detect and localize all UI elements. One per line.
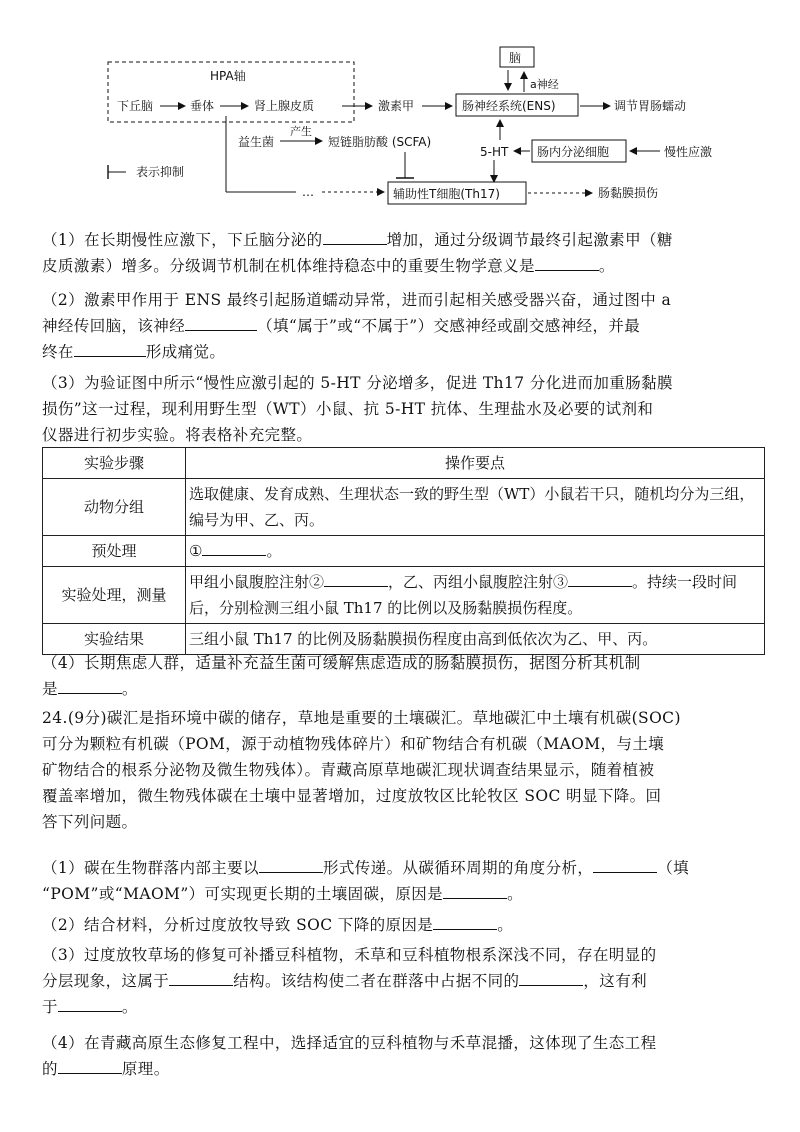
- produce-label: 产生: [290, 125, 312, 138]
- grouping-detail: 选取健康、发育成熟、生理状态一致的野生型（WT）小鼠若干只，随机均分为三组，编号为甲、乙、丙。: [186, 479, 765, 536]
- adrenal-cortex-node: 肾上腺皮质: [254, 99, 315, 113]
- inhibit-legend: 表示抑制: [136, 165, 185, 179]
- step-pretreatment: 预处理: [43, 536, 186, 567]
- answer-blank[interactable]: [324, 570, 388, 587]
- answer-blank[interactable]: [323, 228, 387, 245]
- pituitary-node: 垂体: [190, 99, 215, 113]
- chronic-stress-node: 慢性应激: [664, 145, 713, 159]
- q23-part2: （2）激素甲作用于 ENS 最终引起肠道蠕动异常，进而引起相关感受器兴奋，通过图中 a 神经传回脑，该神经 （填“属于”或“不属于”）交感神经或副交感神经，并最 终在 形成痛觉。: [42, 291, 672, 361]
- regulate-peristalsis-node: 调节胃肠蠕动: [614, 99, 687, 113]
- experiment-table: [42, 447, 765, 655]
- header-step: 实验步骤: [43, 448, 186, 479]
- answer-blank[interactable]: [185, 314, 257, 331]
- brain-node: 脑: [509, 51, 522, 65]
- q24-part4: （4）在青藏高原生态修复工程中，选择适宜的豆科植物与禾草混播，这体现了生态工程 的 原理。: [42, 1034, 657, 1078]
- treatment-detail: 甲组小鼠腹腔注射② ，乙、丙组小鼠腹腔注射③ 。持续一段时间后，分别检测三组小鼠 Th17 的比例以及肠黏膜损伤程度。: [186, 567, 765, 624]
- ens-node: 肠神经系统(ENS): [462, 99, 556, 113]
- answer-blank[interactable]: [259, 856, 323, 873]
- table-header-row: [43, 448, 765, 479]
- answer-blank[interactable]: [169, 969, 233, 986]
- table-row: [43, 567, 765, 624]
- hormone-a-node: 激素甲: [378, 99, 415, 113]
- mucosal-damage-node: 肠黏膜损伤: [598, 186, 659, 200]
- result-detail: 三组小鼠 Th17 的比例及肠黏膜损伤程度由高到低依次为乙、甲、丙。: [186, 624, 765, 655]
- answer-blank[interactable]: [443, 882, 507, 899]
- header-points: 操作要点: [186, 448, 765, 479]
- table-row: [43, 479, 765, 536]
- probiotics-node: 益生菌: [238, 135, 275, 149]
- ellipsis-node: …: [302, 185, 314, 199]
- q23-part4: （4）长期焦虑人群，适量补充益生菌可缓解焦虑造成的肠黏膜损伤，据图分析其机制 是 。: [42, 654, 641, 698]
- hpa-label: HPA轴: [210, 69, 246, 83]
- step-grouping: 动物分组: [43, 479, 186, 536]
- answer-blank[interactable]: [202, 539, 266, 556]
- answer-blank[interactable]: [593, 856, 657, 873]
- regulation-diagram: [0, 0, 800, 215]
- q24-intro: 24.(9分)碳汇是指环境中碳的储存，草地是重要的土壤碳汇。草地碳汇中土壤有机碳(SOC) 可分为颗粒有机碳（POM，源于动植物残体碎片）和矿物结合有机碳（MAOM，与土壤 矿物结合的根系分泌物及微生物残体）。青藏高原草地碳汇现状调查结果显示，随着植被 覆盖率增加，微生物残体碳在土壤中显著增加，过度放牧区比轮牧区 SOC 明显下降。回 答下列问题。: [42, 709, 681, 831]
- scfa-node: 短链脂肪酸 (SCFA): [328, 135, 432, 149]
- answer-blank[interactable]: [74, 340, 146, 357]
- th17-node: 辅助性T细胞(Th17): [393, 187, 500, 201]
- answer-blank[interactable]: [58, 677, 122, 694]
- pretreatment-detail: ① 。: [186, 536, 765, 567]
- a-nerve-label: a神经: [530, 78, 559, 91]
- q24-part1: （1）碳在生物群落内部主要以 形式传递。从碳循环周期的角度分析， （填 “POM”或“MAOM”）可实现更长期的土壤固碳，原因是 。: [42, 855, 772, 907]
- q24-part2: （2）结合材料，分析过度放牧导致 SOC 下降的原因是 。: [42, 912, 772, 938]
- q23-part1: （1）在长期慢性应激下，下丘脑分泌的 增加，通过分级调节最终引起激素甲（糖 皮质激素）增多。分级调节机制在机体维持稳态中的重要生物学意义是 。: [42, 227, 772, 279]
- table-row: [43, 536, 765, 567]
- answer-blank[interactable]: [568, 570, 632, 587]
- q23-part3: （3）为验证图中所示“慢性应激引起的 5-HT 分泌增多，促进 Th17 分化进而加重肠黏膜 损伤”这一过程，现利用野生型（WT）小鼠、抗 5-HT 抗体、生理盐水及必要的试剂和 仪器进行初步实验。将表格补充完整。: [42, 374, 673, 444]
- answer-blank[interactable]: [58, 995, 122, 1012]
- answer-blank[interactable]: [519, 969, 583, 986]
- hypothalamus-node: 下丘脑: [117, 99, 154, 113]
- answer-blank[interactable]: [535, 254, 599, 271]
- serotonin-node: 5-HT: [480, 145, 509, 159]
- step-treatment: 实验处理，测量: [43, 567, 186, 624]
- answer-blank[interactable]: [58, 1057, 122, 1074]
- step-result: 实验结果: [43, 624, 186, 655]
- q24-part3: （3）过度放牧草场的修复可补播豆科植物，禾草和豆科植物根系深浅不同，存在明显的 分层现象，这属于 结构。该结构使二者在群落中占据不同的 ，这有利 于 。: [42, 946, 657, 1016]
- enteroendocrine-node: 肠内分泌细胞: [537, 145, 610, 159]
- answer-blank[interactable]: [433, 913, 497, 930]
